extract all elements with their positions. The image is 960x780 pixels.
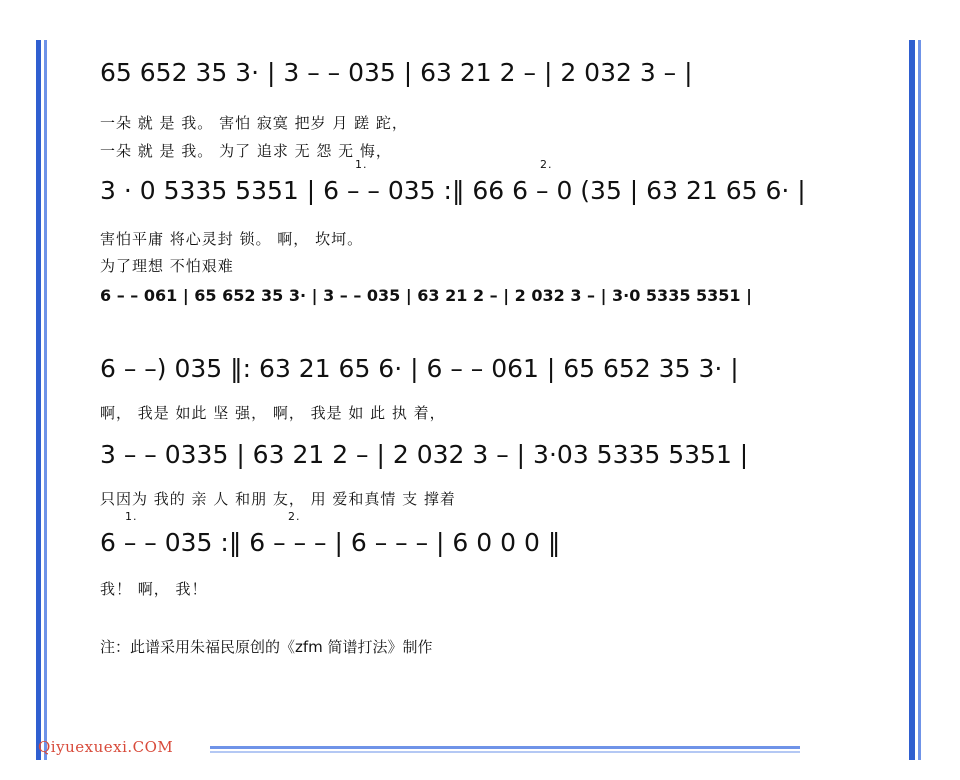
right-frame-bar: [909, 40, 915, 760]
left-frame-bar-inner: [44, 40, 47, 760]
bottom-decor-bar-2: [210, 751, 800, 753]
ending-1-label-b: 1.: [125, 510, 138, 523]
ending-1-label: 1.: [355, 158, 368, 171]
ending-2-label: 2.: [540, 158, 553, 171]
footnote: 注：此谱采用朱福民原创的《zfm 简谱打法》制作: [100, 638, 433, 656]
notation-line-6: 6 – – 035 :‖ 6 – – – | 6 – – – | 6 0 0 0 ‖: [100, 528, 561, 557]
lyric-line-1a: 一朵 就 是 我。 害怕 寂寞 把岁 月 蹉 跎，: [100, 114, 408, 132]
lyric-line-2a: 害怕平庸 将心灵封 锁。 啊， 坎坷。: [100, 230, 364, 248]
notation-line-2: 3 · 0 5335 5351 | 6 – – 035 :‖ 66 6 – 0 (35 | 63 21 65 6· |: [100, 176, 806, 205]
lyric-line-4: 啊， 我是 如此 坚 强， 啊， 我是 如 此 执 着，: [100, 404, 446, 422]
lyric-line-6: 我！ 啊， 我！: [100, 580, 208, 598]
lyric-line-2b: 为了理想 不怕艰难: [100, 257, 234, 275]
lyric-line-1b: 一朵 就 是 我。 为了 追求 无 怨 无 悔，: [100, 142, 392, 160]
ending-2-label-b: 2.: [288, 510, 301, 523]
notation-line-1: 65 652 35 3· | 3 – – 035 | 63 21 2 – | 2 032 3 – |: [100, 58, 693, 87]
notation-line-4: 6 – –) 035 ‖: 63 21 65 6· | 6 – – 061 | 65 652 35 3· |: [100, 354, 739, 383]
notation-line-5: 3 – – 0335 | 63 21 2 – | 2 032 3 – | 3·03 5335 5351 |: [100, 440, 749, 469]
notation-line-3: 6 – – 061 | 65 652 35 3· | 3 – – 035 | 63 21 2 – | 2 032 3 – | 3·0 5335 5351 |: [100, 286, 752, 305]
left-frame-bar: [36, 40, 41, 760]
lyric-line-5: 只因为 我的 亲 人 和朋 友， 用 爱和真情 支 撑着: [100, 490, 456, 508]
right-frame-bar-inner: [918, 40, 921, 760]
site-watermark: Qiyuexuexi.COM: [38, 738, 174, 756]
bottom-decor-bar: [210, 746, 800, 749]
